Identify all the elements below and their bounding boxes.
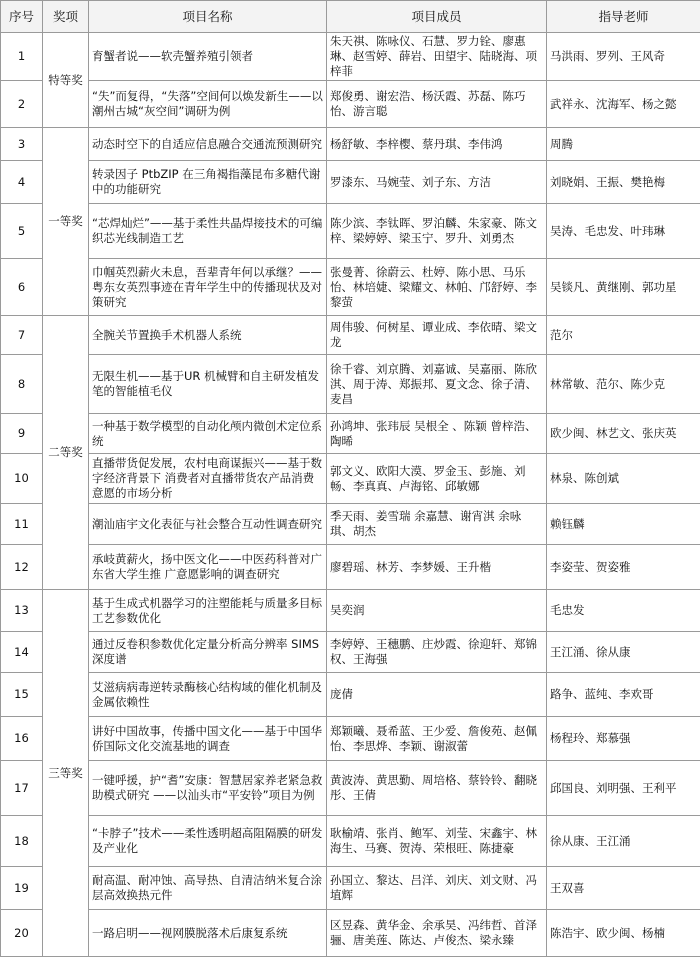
members-cell: 陈少滨、李钛晖、罗泊麟、朱家豪、陈文梓、梁婷婷、梁玉宁、罗升、刘勇杰	[327, 204, 547, 259]
mentors-cell: 吴锬凡、黄继刚、郭功星	[547, 259, 700, 316]
seq-cell: 16	[1, 717, 43, 761]
table-row	[1, 717, 700, 761]
seq-cell: 1	[1, 33, 43, 81]
mentors-cell: 杨程玲、郑慕强	[547, 717, 700, 761]
members-cell: 朱天祺、陈咏仪、石慧、罗力铨、廖惠琳、赵雪婷、薛岩、田望宇、陆晓海、项梓菲	[327, 33, 547, 81]
members-cell: 黄波涛、黄思勤、周培格、蔡铃铃、翻晓彤、王倩	[327, 761, 547, 816]
table-row	[1, 454, 700, 504]
seq-cell: 7	[1, 316, 43, 355]
members-cell: 区昱森、黄华金、余承昊、冯纬哲、首泽骊、唐美莲、陈达、卢俊杰、梁永臻	[327, 910, 547, 957]
table-row	[1, 816, 700, 867]
seq-cell: 2	[1, 81, 43, 128]
table-row	[1, 259, 700, 316]
seq-cell: 15	[1, 673, 43, 717]
table-row	[1, 414, 700, 454]
table-row	[1, 316, 700, 355]
mentors-cell: 邱国良、刘明强、王利平	[547, 761, 700, 816]
seq-cell: 9	[1, 414, 43, 454]
mentors-cell: 赖钰麟	[547, 504, 700, 545]
members-cell: 罗漆东、马婉莹、刘子东、方洁	[327, 161, 547, 204]
mentors-cell: 路争、蓝纯、李欢哥	[547, 673, 700, 717]
seq-cell: 5	[1, 204, 43, 259]
table-row	[1, 545, 700, 590]
mentors-cell: 刘晓娟、王振、樊艳梅	[547, 161, 700, 204]
seq-cell: 4	[1, 161, 43, 204]
seq-cell: 3	[1, 128, 43, 161]
members-cell: 孙国立、黎达、吕洋、刘庆、刘文财、冯埴辉	[327, 867, 547, 910]
mentors-cell: 毛忠发	[547, 590, 700, 632]
members-cell: 周伟骏、何树星、谭业成、李依晴、梁文龙	[327, 316, 547, 355]
project-name-cell: 转录因子 PtbZIP 在三角褐指藻昆布多糖代谢中的功能研究	[89, 161, 327, 204]
project-name-cell: “失”而复得，“失落”空间何以焕发新生——以潮州古城“灰空间”调研为例	[89, 81, 327, 128]
table-row	[1, 632, 700, 673]
project-name-cell: 讲好中国故事，传播中国文化——基于中国华侨国际文化交流基地的调查	[89, 717, 327, 761]
header-mentors: 指导老师	[547, 1, 700, 33]
members-cell: 吴奕润	[327, 590, 547, 632]
project-name-cell: 一路启明——视网膜脱落术后康复系统	[89, 910, 327, 957]
award-cell: 特等奖	[43, 33, 89, 128]
project-name-cell: 直播带货促发展，农村电商谋振兴——基于数字经济背景下 消费者对直播带货农产品消费意愿的市场分析	[89, 454, 327, 504]
seq-cell: 18	[1, 816, 43, 867]
table-row	[1, 204, 700, 259]
mentors-cell: 李姿莹、贺姿雅	[547, 545, 700, 590]
table-row	[1, 910, 700, 957]
seq-cell: 12	[1, 545, 43, 590]
award-cell: 二等奖	[43, 316, 89, 590]
project-name-cell: 无限生机——基于UR 机械臂和自主研发植发笔的智能植毛仪	[89, 355, 327, 414]
members-cell: 庞倩	[327, 673, 547, 717]
members-cell: 张曼菁、徐蔚云、杜婷、陈小思、马乐怡、林培婕、梁耀文、林帕、邝舒婷、李黎萤	[327, 259, 547, 316]
seq-cell: 11	[1, 504, 43, 545]
mentors-cell: 吴涛、毛忠发、叶玮琳	[547, 204, 700, 259]
members-cell: 徐千睿、刘京腾、刘嘉诚、吴嘉丽、陈欣淇、周于涛、郑振邦、夏文念、徐子清、麦昌	[327, 355, 547, 414]
members-cell: 郑颖曦、聂希蓝、王少爱、詹俊苑、赵佩怡、李思烨、李颖、谢淑蕾	[327, 717, 547, 761]
table-row	[1, 761, 700, 816]
mentors-cell: 武祥永、沈海军、杨之懿	[547, 81, 700, 128]
mentors-cell: 陈浩宇、欧少闽、杨楠	[547, 910, 700, 957]
award-cell: 一等奖	[43, 128, 89, 316]
header-project: 项目名称	[89, 1, 327, 33]
table-row	[1, 504, 700, 545]
project-name-cell: 巾帼英烈薪火未息，吾辈青年何以承继？——粤东女英烈事迹在青年学生中的传播现状及对策研究	[89, 259, 327, 316]
mentors-cell: 马洪雨、罗列、王风奇	[547, 33, 700, 81]
project-name-cell: 基于生成式机器学习的注塑能耗与质量多目标工艺参数优化	[89, 590, 327, 632]
seq-cell: 14	[1, 632, 43, 673]
table-row	[1, 355, 700, 414]
header-award: 奖项	[43, 1, 89, 33]
header-seq: 序号	[1, 1, 43, 33]
project-name-cell: 承岐黄薪火，扬中医文化——中医药科普对广东省大学生推 广意愿影响的调查研究	[89, 545, 327, 590]
project-name-cell: “芯焊灿烂”——基于柔性共晶焊接技术的可编织芯光线制造工艺	[89, 204, 327, 259]
table-row	[1, 673, 700, 717]
project-name-cell: 全腕关节置换手术机器人系统	[89, 316, 327, 355]
mentors-cell: 范尔	[547, 316, 700, 355]
mentors-cell: 林常敏、范尔、陈少克	[547, 355, 700, 414]
mentors-cell: 徐从康、王江涌	[547, 816, 700, 867]
project-name-cell: “卡脖子”技术——柔性透明超高阻隔膜的研发及产业化	[89, 816, 327, 867]
table-row	[1, 590, 700, 632]
seq-cell: 13	[1, 590, 43, 632]
table-row	[1, 33, 700, 81]
seq-cell: 6	[1, 259, 43, 316]
mentors-cell: 欧少闽、林艺文、张庆英	[547, 414, 700, 454]
members-cell: 孙鸿坤、张玮辰 吴根全 、陈颖 曾梓浩、陶晞	[327, 414, 547, 454]
project-name-cell: 通过反卷积参数优化定量分析高分辨率 SIMS 深度谱	[89, 632, 327, 673]
project-name-cell: 动态时空下的自适应信息融合交通流预测研究	[89, 128, 327, 161]
project-name-cell: 一种基于数学模型的自动化颅内微创术定位系统	[89, 414, 327, 454]
members-cell: 郭文义、欧阳大漠、罗金玉、彭施、刘畅、李真真、卢海铭、邱敏娜	[327, 454, 547, 504]
mentors-cell: 林泉、陈创斌	[547, 454, 700, 504]
seq-cell: 20	[1, 910, 43, 957]
project-name-cell: 一键呼援，护“耆”安康：智慧居家养老紧急救助模式研究 ——以汕头市“平安铃”项目为例	[89, 761, 327, 816]
project-name-cell: 艾滋病病毒逆转录酶核心结构域的催化机制及金属依赖性	[89, 673, 327, 717]
members-cell: 李婷婷、王穗鹏、庄炒霞、徐迎轩、郑锦权、王海强	[327, 632, 547, 673]
members-cell: 郑俊勇、谢宏浩、杨沃霞、苏磊、陈巧怡、游言聪	[327, 81, 547, 128]
mentors-cell: 王双喜	[547, 867, 700, 910]
members-cell: 耿榆靖、张肖、鲍军、刘莹、宋鑫宇、林海生、马赛、贺涛、荣根旺、陈捷豪	[327, 816, 547, 867]
seq-cell: 19	[1, 867, 43, 910]
table-row	[1, 128, 700, 161]
members-cell: 廖碧瑶、林芳、李梦媛、王升楷	[327, 545, 547, 590]
table-row	[1, 867, 700, 910]
members-cell: 杨舒敏、李梓樱、蔡丹琪、李伟鸿	[327, 128, 547, 161]
project-name-cell: 潮汕庙宇文化表征与社会整合互动性调查研究	[89, 504, 327, 545]
table-row	[1, 161, 700, 204]
seq-cell: 8	[1, 355, 43, 414]
members-cell: 季天雨、姜雪瑞 余嘉慧、谢宵淇 余咏琪、胡杰	[327, 504, 547, 545]
header-row	[1, 1, 700, 33]
seq-cell: 17	[1, 761, 43, 816]
mentors-cell: 王江涌、徐从康	[547, 632, 700, 673]
table-row	[1, 81, 700, 128]
project-name-cell: 育蟹者说——软壳蟹养殖引领者	[89, 33, 327, 81]
seq-cell: 10	[1, 454, 43, 504]
mentors-cell: 周腾	[547, 128, 700, 161]
award-cell: 三等奖	[43, 590, 89, 957]
project-name-cell: 耐高温、耐冲蚀、高导热、自清洁纳米复合涂层高效换热元件	[89, 867, 327, 910]
header-members: 项目成员	[327, 1, 547, 33]
